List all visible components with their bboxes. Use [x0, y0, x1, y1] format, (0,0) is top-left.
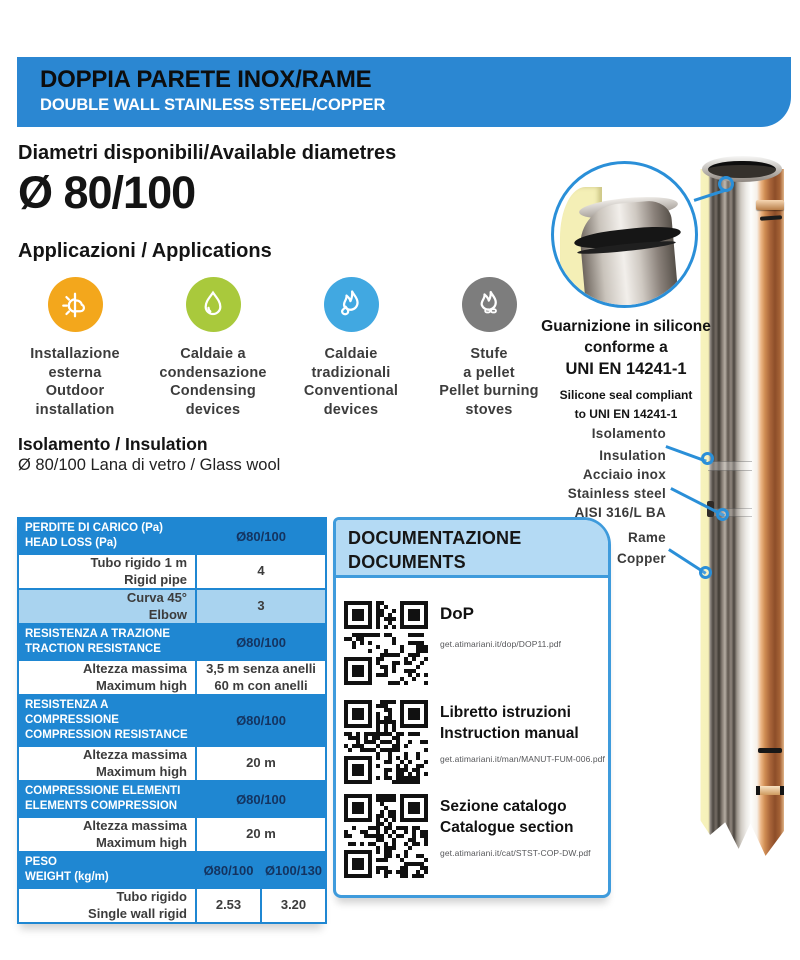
documentation-panel: [333, 517, 611, 898]
table-header-row: RESISTENZA A TRAZIONE TRACTION RESISTANCE Ø80/100: [18, 624, 326, 660]
table-row: Altezza massima Maximum high 3,5 m senza anelli 60 m con anelli: [18, 660, 326, 695]
documentation-title-en: DOCUMENTS: [348, 552, 466, 572]
app-label-line: Caldaie: [324, 346, 378, 362]
diameter-value: Ø 80/100: [18, 167, 196, 218]
annotation-line: Insulation: [599, 448, 666, 463]
doc-link[interactable]: get.atimariani.it/man/MANUT-FUM-006.pdf: [440, 754, 605, 764]
annotation-marker-ring: [716, 508, 729, 521]
diameters-heading: Diametri disponibili/Available diametres: [18, 142, 397, 164]
doc-item-dop: [336, 601, 608, 695]
table-row: Altezza massima Maximum high 20 m: [18, 817, 326, 852]
doc-title: Libretto istruzioni Instruction manual: [440, 704, 579, 742]
seal-note-standard: UNI EN 14241-1: [565, 360, 687, 378]
insulation-heading: Isolamento / Insulation: [18, 434, 208, 454]
cell-value: 4: [196, 554, 326, 589]
doc-title: DoP: [440, 604, 474, 623]
cell-value: 20 m: [196, 746, 326, 781]
doc-title: Sezione catalogo Catalogue section: [440, 798, 574, 836]
app-label-line: installation: [35, 401, 115, 418]
annotation-line: Stainless steel: [567, 486, 666, 501]
copper-joint-ring: [756, 200, 784, 210]
doc-item-catalogue: [336, 794, 608, 888]
app-label-line: condensazione: [159, 364, 267, 381]
app-label-line: esterna: [48, 364, 102, 381]
qr-code-catalogue: [344, 794, 430, 880]
application-conventional: [282, 277, 420, 419]
droplet-icon: [186, 277, 241, 332]
application-outdoor: [6, 277, 144, 419]
table-row: Tubo rigido Single wall rigid 2.53 3.20: [18, 888, 326, 923]
pipe-bottom-cutaway: [700, 799, 784, 857]
app-label-line: tradizionali: [311, 364, 391, 381]
documentation-title-it: DOCUMENTAZIONE: [348, 528, 522, 548]
doc-item-manual: [336, 700, 608, 794]
annotation-insulation: [536, 423, 666, 467]
inner-pipe-closeup: [577, 200, 680, 308]
seal-compliance-note: [537, 316, 715, 424]
applications-heading: Applicazioni / Applications: [18, 240, 272, 262]
cell-value: 3.20: [261, 888, 326, 923]
seal-marker-ring: [718, 176, 734, 192]
header-label-it: PERDITE DI CARICO (Pa): [25, 522, 164, 534]
app-label-line: Conventional: [303, 383, 399, 399]
qr-code-dop: [344, 601, 430, 687]
doc-url: [440, 754, 605, 764]
header-size: Ø80/100: [196, 695, 326, 746]
app-label-line: Caldaie a: [180, 346, 246, 362]
cell-value: 20 m: [196, 817, 326, 852]
header-size: Ø80/100: [196, 518, 326, 554]
doc-link[interactable]: get.atimariani.it/dop/DOP11.pdf: [440, 639, 562, 649]
table-row: Curva 45° Elbow 3: [18, 589, 326, 624]
table-row: Altezza massima Maximum high 20 m: [18, 746, 326, 781]
annotation-line: Isolamento: [591, 426, 666, 441]
header-size: Ø80/100: [196, 852, 261, 888]
app-label-line: Pellet burning: [439, 383, 539, 399]
application-condensing: [144, 277, 282, 419]
pipe-body: [700, 169, 784, 801]
annotation-line: Copper: [616, 551, 666, 566]
pellet-flame-icon: [462, 277, 517, 332]
app-label-line: Installazione: [30, 346, 120, 362]
header-size: Ø100/130: [261, 852, 326, 888]
chimney-pipe-image: [700, 156, 784, 858]
app-label-line: a pellet: [463, 364, 515, 381]
table-header-row: COMPRESSIONE ELEMENTI ELEMENTS COMPRESSION Ø80/100: [18, 781, 326, 817]
header-label-en: HEAD LOSS (Pa): [25, 537, 118, 549]
seal-detail-magnifier: [551, 161, 698, 308]
app-label-line: stoves: [465, 401, 513, 418]
insulation-detail: Ø 80/100 Lana di vetro / Glass wool: [18, 456, 281, 474]
table-header-row: [18, 518, 326, 554]
app-label-line: devices: [185, 401, 241, 418]
seal-note-line: Guarnizione in silicone: [541, 318, 711, 335]
annotation-line: Rame: [628, 530, 666, 545]
seal-note-line-en: to UNI EN 14241-1: [574, 407, 678, 421]
table-header-row: RESISTENZA A COMPRESSIONE COMPRESSION RESISTANCE Ø80/100: [18, 695, 326, 746]
annotation-marker-ring: [699, 566, 712, 579]
header-size: Ø80/100: [196, 781, 326, 817]
sun-cloud-icon: [48, 277, 103, 332]
flame-icon: [324, 277, 379, 332]
app-label-line: Outdoor: [45, 383, 105, 399]
annotation-line: AISI 316/L BA: [574, 505, 666, 520]
cell-value: 2.53: [196, 888, 261, 923]
annotation-line: Acciaio inox: [582, 467, 666, 482]
doc-link[interactable]: get.atimariani.it/cat/STST-COP-DW.pdf: [440, 848, 591, 858]
header-size: Ø80/100: [196, 624, 326, 660]
page-title: DOPPIA PARETE INOX/RAME: [40, 66, 372, 93]
qr-code-manual: [344, 700, 430, 786]
annotation-copper: [536, 527, 666, 569]
page-subtitle: DOUBLE WALL STAINLESS STEEL/COPPER: [40, 96, 386, 114]
annotation-marker-ring: [701, 452, 714, 465]
cell-value: 3: [196, 589, 326, 624]
doc-url: [440, 639, 561, 649]
applications-row: [6, 277, 558, 419]
pipe-seal-opening: [708, 161, 775, 179]
table-row: Tubo rigido 1 m Rigid pipe 4: [18, 554, 326, 589]
pipe-top-cap: [702, 156, 782, 182]
copper-joint-ring: [756, 786, 784, 795]
app-label-line: devices: [323, 401, 379, 418]
seal-note-line: conforme a: [584, 339, 668, 356]
app-label-line: Condensing: [170, 383, 256, 399]
spec-table: [17, 517, 325, 924]
copper-seam: [758, 748, 782, 753]
header-banner: [17, 57, 791, 127]
doc-url: [440, 848, 591, 858]
annotation-steel: [526, 465, 666, 522]
app-label-line: Stufe: [470, 346, 508, 362]
pipe-joint: [708, 461, 752, 471]
seal-note-line-en: Silicone seal compliant: [559, 388, 693, 402]
table-header-row: PESO WEIGHT (kg/m) Ø80/100 Ø100/130: [18, 852, 326, 888]
cell-value: 3,5 m senza anelli 60 m con anelli: [196, 660, 326, 695]
